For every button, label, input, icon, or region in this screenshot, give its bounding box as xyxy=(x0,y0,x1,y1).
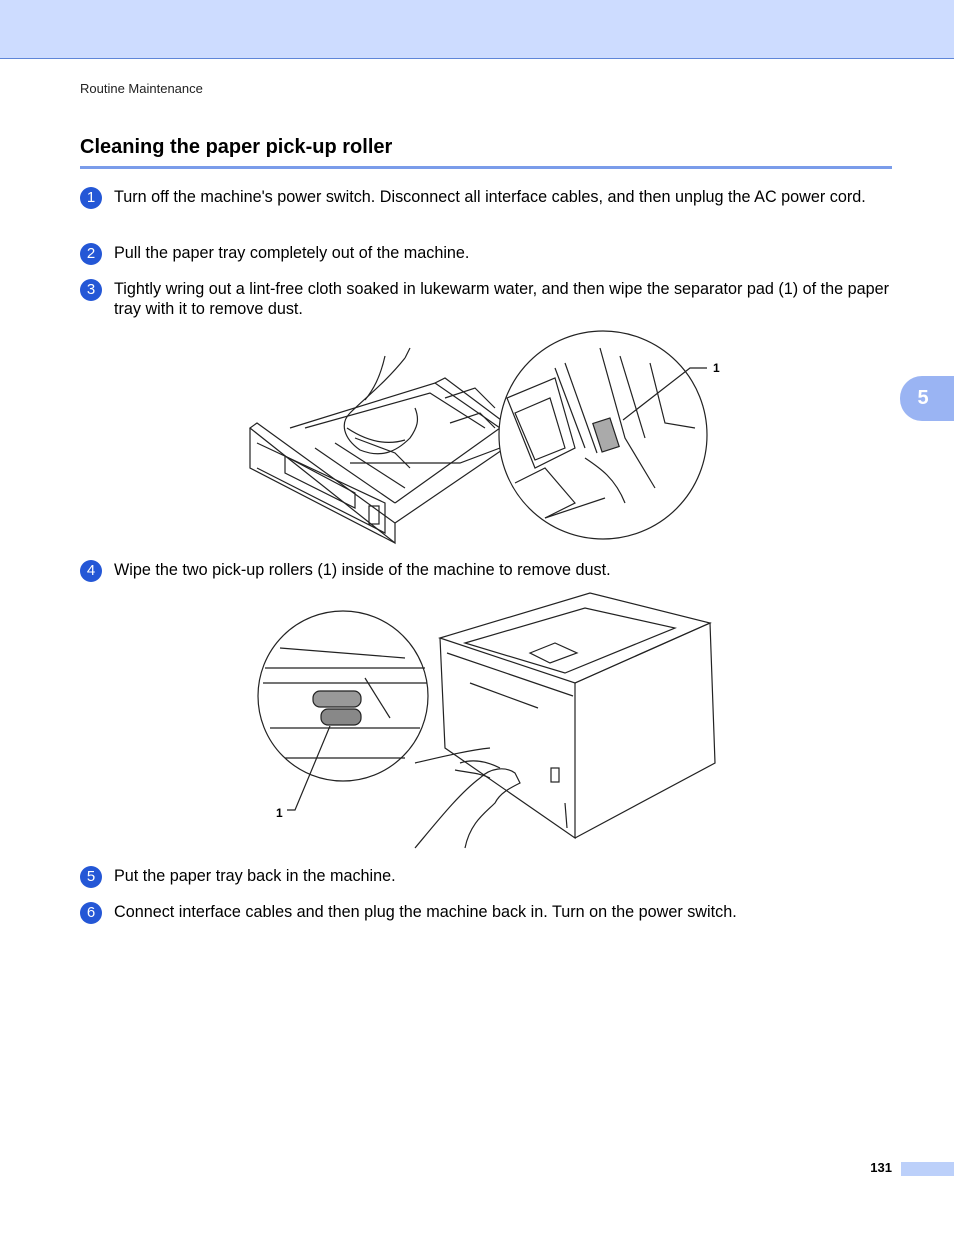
step-number-1: 1 xyxy=(80,187,102,209)
step-text-3: Tightly wring out a lint-free cloth soaked in lukewarm water, and then wipe the separator pad (1) of the paper tray with it to remove dust. xyxy=(114,280,890,318)
section-title: Cleaning the paper pick-up roller xyxy=(80,136,393,158)
page-number: 131 xyxy=(870,1160,892,1175)
step-text-5: Put the paper tray back in the machine. xyxy=(114,867,396,885)
title-underline xyxy=(80,166,892,169)
printer-rollers-illustration xyxy=(255,588,720,853)
pulling-hand-drawing xyxy=(415,761,520,848)
printer-drawing xyxy=(440,593,715,838)
roller-callout-label: 1 xyxy=(276,806,283,820)
top-header-band xyxy=(0,0,954,59)
step-number-3: 3 xyxy=(80,279,102,301)
step-number-6: 6 xyxy=(80,902,102,924)
step-number-5: 5 xyxy=(80,866,102,888)
step-text-1: Turn off the machine's power switch. Disconnect all interface cables, and then unplug the AC power cord. xyxy=(114,188,866,206)
chapter-tab[interactable] xyxy=(900,376,954,421)
tray-callout-label: 1 xyxy=(713,361,720,375)
separator-pad-zoom xyxy=(499,331,707,539)
pickup-roller-zoom xyxy=(258,611,428,781)
chapter-tab-label: 5 xyxy=(917,387,929,409)
step-text-6: Connect interface cables and then plug the machine back in. Turn on the power switch. xyxy=(114,903,737,921)
step-number-4: 4 xyxy=(80,560,102,582)
step-text-2: Pull the paper tray completely out of the machine. xyxy=(114,244,470,262)
running-header: Routine Maintenance xyxy=(80,81,203,96)
step-number-2: 2 xyxy=(80,243,102,265)
step-text-4: Wipe the two pick-up rollers (1) inside of the machine to remove dust. xyxy=(114,561,611,579)
tray-cleaning-illustration xyxy=(245,328,720,546)
zoom-leader xyxy=(350,448,500,463)
page-tab xyxy=(901,1162,954,1176)
